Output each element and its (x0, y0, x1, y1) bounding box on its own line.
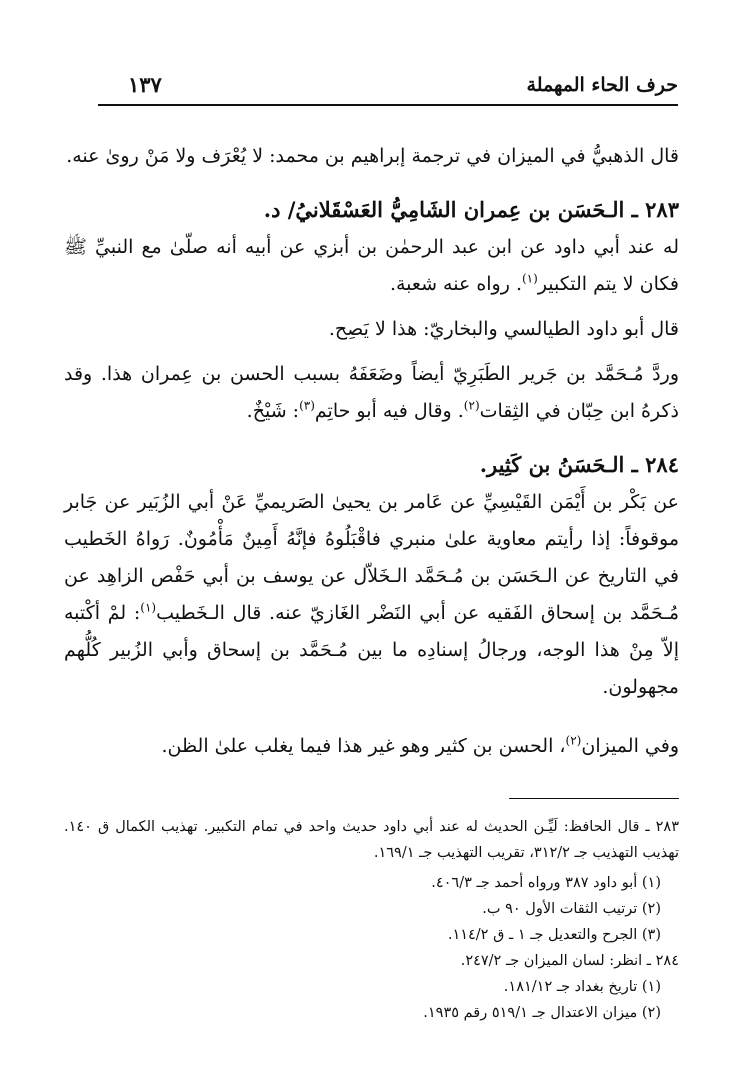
entry-283-paragraph-1 (64, 229, 679, 303)
entry-283-p1-text-a: له عند أبي داود عن ابن عبد الرحمٰن بن أبزي عن أبيه أنه صلّىٰ مع النبيِّ ﷺ فكان لا يتم التكبير (64, 236, 679, 295)
footnote-ref: (٢) (463, 398, 480, 413)
entry-283-paragraph-2: قال أبو داود الطيالسي والبخاريّ: هذا لا يَصِح. (328, 318, 679, 340)
entry-283-p3-text-a: وردَّ مُـحَمَّد بن جَرير الطَبَرِيّ أيضاً وضَعَفَهُ بسبب الحسن بن عِمران هذا. وقد ذكرهُ ابن حِبّان في الثِقات (64, 363, 679, 422)
entry-284-p2-text-b: ، الحسن بن كثير وهو غير هذا فيما يغلب علىٰ الظن. (161, 735, 566, 757)
footnote-ref: (٢) (565, 733, 582, 748)
footnote-ref: (١) (140, 600, 157, 615)
entry-284-p1-text-a: عن بَكْر بن أَيْمَن القَيْسِيِّ عن عَامر بن يحيىٰ الصَريميِّ عَنْ أبي الزُبَير عن جَابر موقوفاً: إذا رأيتم معاوية علىٰ منبري فاقْبَلُوهُ فإنَّهُ أَمِينٌ مَأْمُونٌ. رَواهُ الخَطيب في التاريخ عن الـحَسَن بن مُـحَمَّد الـخَلاّل عن يوسف بن أبي حَفْص الزاهِد عن مُـحَمَّد بن إسحاق الفَقيه عن أبي النَضْر الغَازيّ عنه. قال الـخَطيب (64, 491, 679, 624)
running-title: حرف الحاء المهملة (526, 74, 678, 96)
entry-283-p1-text-b: . رواه عنه شعبة. (389, 273, 522, 295)
main-text (64, 138, 679, 765)
entry-284-paragraph-2 (64, 728, 679, 765)
entry-283-paragraph-3 (64, 356, 679, 430)
running-header (98, 70, 678, 106)
footnote-284-1: (١) تاريخ بغداد جـ ١٨١/١٢. (503, 979, 661, 995)
paragraph-dhahabi-quote: قال الذهبيُّ في الميزان في ترجمة إبراهيم بن محمد: لا يُعْرَف ولا مَنْ روىٰ عنه. (66, 145, 679, 167)
footnote-283-2: (٢) ترتيب الثقات الأول ٩٠ ب. (482, 901, 661, 917)
entry-283-p3-text-b: . وقال فيه أبو حاتِم (314, 400, 464, 422)
footnote-283-3: (٣) الجرح والتعديل جـ ١ ـ ق ١١٤/٢. (447, 927, 661, 943)
entry-284-p2-text-a: وفي الميزان (581, 735, 679, 757)
entry-284-heading: ٢٨٤ ـ الـحَسَنُ بن كَثِير. (479, 452, 679, 477)
footnote-284-2: (٢) ميزان الاعتدال جـ ٥١٩/١ رقم ١٩٣٥. (423, 1005, 661, 1021)
footnote-ref: (١) (521, 271, 538, 286)
footnote-283-1: (١) أبو داود ٣٨٧ ورواه أحمد جـ ٤٠٦/٣. (431, 875, 661, 891)
footnote-283-main: ٢٨٣ ـ قال الحافظ: لَيِّـن الحديث له عند أبي داود حديث واحد في تمام التكبير. تهذيب الكمال ق ١٤٠. تهذيب التهذيب جـ ٣١٢/٢، تقريب التهذيب جـ ١٦٩/١. (64, 819, 679, 861)
entry-284-p1-text-b: : لمْ أكْتبه إلاّ مِنْ هذا الوجه، ورجالُ إسنادِه ما بين مُـحَمَّد بن إسحاق وأبي الزُبير كُلُّهم مجهولون. (64, 602, 679, 698)
footnote-ref: (٣) (299, 398, 315, 413)
footnotes (64, 814, 679, 1026)
entry-283-heading: ٢٨٣ ـ الـحَسَن بن عِمران الشَامِيُّ العَسْقَلانيُ/ د. (263, 197, 679, 222)
entry-284-paragraph-1 (64, 484, 679, 706)
entry-283-p3-text-c: : شَيْخٌ. (246, 400, 300, 422)
footnote-separator (509, 798, 679, 799)
page-number: ١٣٧ (128, 72, 162, 97)
footnote-284-main: ٢٨٤ ـ انظر: لسان الميزان جـ ٢٤٧/٢. (460, 953, 679, 969)
